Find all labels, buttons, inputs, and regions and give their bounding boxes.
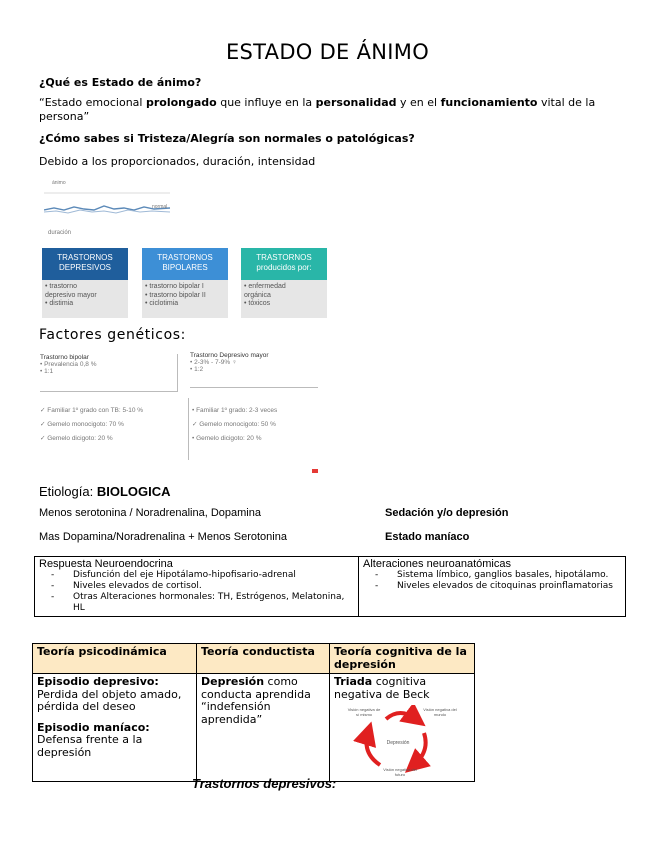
card-item: • trastorno bipolar II [145, 291, 206, 299]
beck-triad-diagram [334, 705, 468, 779]
genetic-divider [188, 398, 189, 460]
genetic-note: ✓ Familiar 1º grado con TB: 5-10 % [40, 407, 144, 414]
card-item: orgánica [244, 291, 271, 299]
neuro-row-1-left: Menos serotonina / Noradrenalina, Dopamina [39, 507, 261, 519]
behavioral-bold: Depresión [201, 675, 265, 688]
neuro-row-2-right: Estado maníaco [385, 531, 470, 543]
card-item: • ciclotimia [145, 300, 179, 307]
genetic-bipolar-notes [40, 404, 180, 446]
triad-world: Visión negativa del mundo [423, 707, 457, 717]
cognitive-bold: Triada [334, 675, 373, 688]
card-depressive-body [42, 280, 128, 318]
list-item: - Sistema límbico, ganglios basales, hipotálamo. [385, 570, 621, 581]
genetic-depressive-title: Trastorno Depresivo mayor [190, 352, 269, 359]
card-bipolar-title: TRASTORNOS BIPOLARES [142, 248, 228, 280]
psychodynamic-cell [33, 674, 197, 782]
red-mark [312, 469, 318, 473]
card-induced-body [241, 280, 327, 318]
genetic-item: • Prevalencia 0,8 % [40, 361, 97, 368]
theory-header-cognitive: Teoría cognitiva de la depresión [330, 644, 475, 674]
card-item: depresivo mayor [45, 291, 97, 299]
cognitive-text: cognitiva negativa de Beck [334, 675, 430, 701]
manic-episode-head: Episodio maníaco: [37, 720, 150, 734]
behavioral-text: como conducta aprendida “indefensión aprendida” [201, 675, 311, 726]
mini-chart-bottom-label: duración [48, 230, 72, 236]
genetic-depressive-notes [192, 404, 322, 446]
etiology-label: Etiología: [39, 484, 97, 499]
card-item: • tóxicos [244, 300, 271, 307]
triad-center: Depresión [386, 740, 410, 746]
triad-self: Visión negativa de sí mismo [347, 707, 381, 717]
genetic-factors-heading: Factores genéticos: [39, 327, 186, 343]
genetic-note: • Gemelo dicigoto: 20 % [192, 435, 262, 442]
genetic-depressive-box [190, 352, 318, 388]
etiology-line [39, 484, 171, 499]
mini-chart-lines [44, 188, 176, 218]
theory-header-psychodynamic: Teoría psicodinámica [33, 644, 197, 674]
genetic-note: ✓ Gemelo monocigoto: 70 % [40, 421, 124, 428]
card-item: • distimia [45, 300, 74, 307]
neuroendocrine-table [34, 556, 626, 617]
card-depressive [42, 248, 128, 318]
list-item: - Otras Alteraciones hormonales: TH, Estrógenos, Melatonina, HL [61, 592, 354, 614]
list-item: - Disfunción del eje Hipotálamo-hipofisario-adrenal [61, 570, 354, 581]
depressive-episode-head: Episodio depresivo: [37, 675, 159, 688]
neuroanatomic-heading: Alteraciones neuroanatómicas [363, 558, 511, 570]
list-item: - Niveles elevados de citoquinas proinflamatorias [385, 581, 621, 592]
depressive-disorders-heading: Trastornos depresivos: [192, 776, 337, 791]
behavioral-cell [197, 674, 330, 782]
card-depressive-title: TRASTORNOS DEPRESIVOS [42, 248, 128, 280]
page-title: ESTADO DE ÁNIMO [225, 40, 430, 64]
neuroanatomic-cell [359, 557, 626, 617]
genetic-bipolar-box [40, 354, 178, 392]
answer-normal-pathological: Debido a los proporcionados, duración, intensidad [39, 155, 316, 168]
card-bipolar-body [142, 280, 228, 318]
list-item: - Niveles elevados de cortisol. [61, 581, 354, 592]
manic-episode-text: Defensa frente a la depresión [37, 733, 143, 759]
question-mood: ¿Qué es Estado de ánimo? [39, 76, 202, 89]
genetic-figure [40, 350, 320, 475]
neuro-row-2-left: Mas Dopamina/Noradrenalina + Menos Serotonina [39, 531, 287, 543]
neuroendocrine-heading: Respuesta Neuroendocrina [39, 558, 173, 570]
depressive-episode-text: Perdida del objeto amado, pérdida del deseo [37, 687, 182, 713]
mood-duration-mini-chart [44, 180, 176, 240]
card-induced [241, 248, 327, 318]
card-induced-title: TRASTORNOS producidos por: [241, 248, 327, 280]
card-item: • trastorno bipolar I [145, 283, 204, 290]
card-item: • trastorno [45, 283, 78, 290]
neuroendocrine-list [61, 570, 354, 614]
triad-future: Visión negativa del futuro [383, 767, 417, 777]
genetic-item: • 1:2 [190, 366, 204, 373]
mood-definition: “Estado emocional prolongado que influye en la personalidad y en el funcionamiento vital de la persona” [39, 96, 596, 123]
genetic-note: • Familiar 1º grado: 2-3 veces [192, 407, 278, 414]
theory-header-behavioral: Teoría conductista [197, 644, 330, 674]
theories-table [32, 643, 475, 782]
cognitive-cell [330, 674, 475, 782]
genetic-note: ✓ Gemelo monocigoto: 50 % [192, 421, 276, 428]
mini-chart-top-label: ánimo [52, 180, 66, 186]
etiology-value: BIOLOGICA [96, 484, 171, 499]
question-normal-pathological: ¿Cómo sabes si Tristeza/Alegría son normales o patológicas? [39, 132, 415, 145]
mini-chart-right-label: normal [152, 204, 168, 210]
genetic-item: • 2-3% - 7-9% ♀ [190, 359, 237, 366]
neuroendocrine-cell [35, 557, 359, 617]
disorder-cards [42, 248, 327, 318]
card-bipolar [142, 248, 228, 318]
neuroanatomic-list [385, 570, 621, 592]
card-item: • enfermedad [244, 283, 286, 290]
genetic-bipolar-title: Trastorno bipolar [40, 354, 89, 361]
neuro-row-1-right: Sedación y/o depresión [385, 507, 509, 519]
arrow-top [386, 713, 416, 719]
genetic-note: ✓ Gemelo dicigoto: 20 % [40, 435, 113, 442]
genetic-item: • 1:1 [40, 368, 54, 375]
